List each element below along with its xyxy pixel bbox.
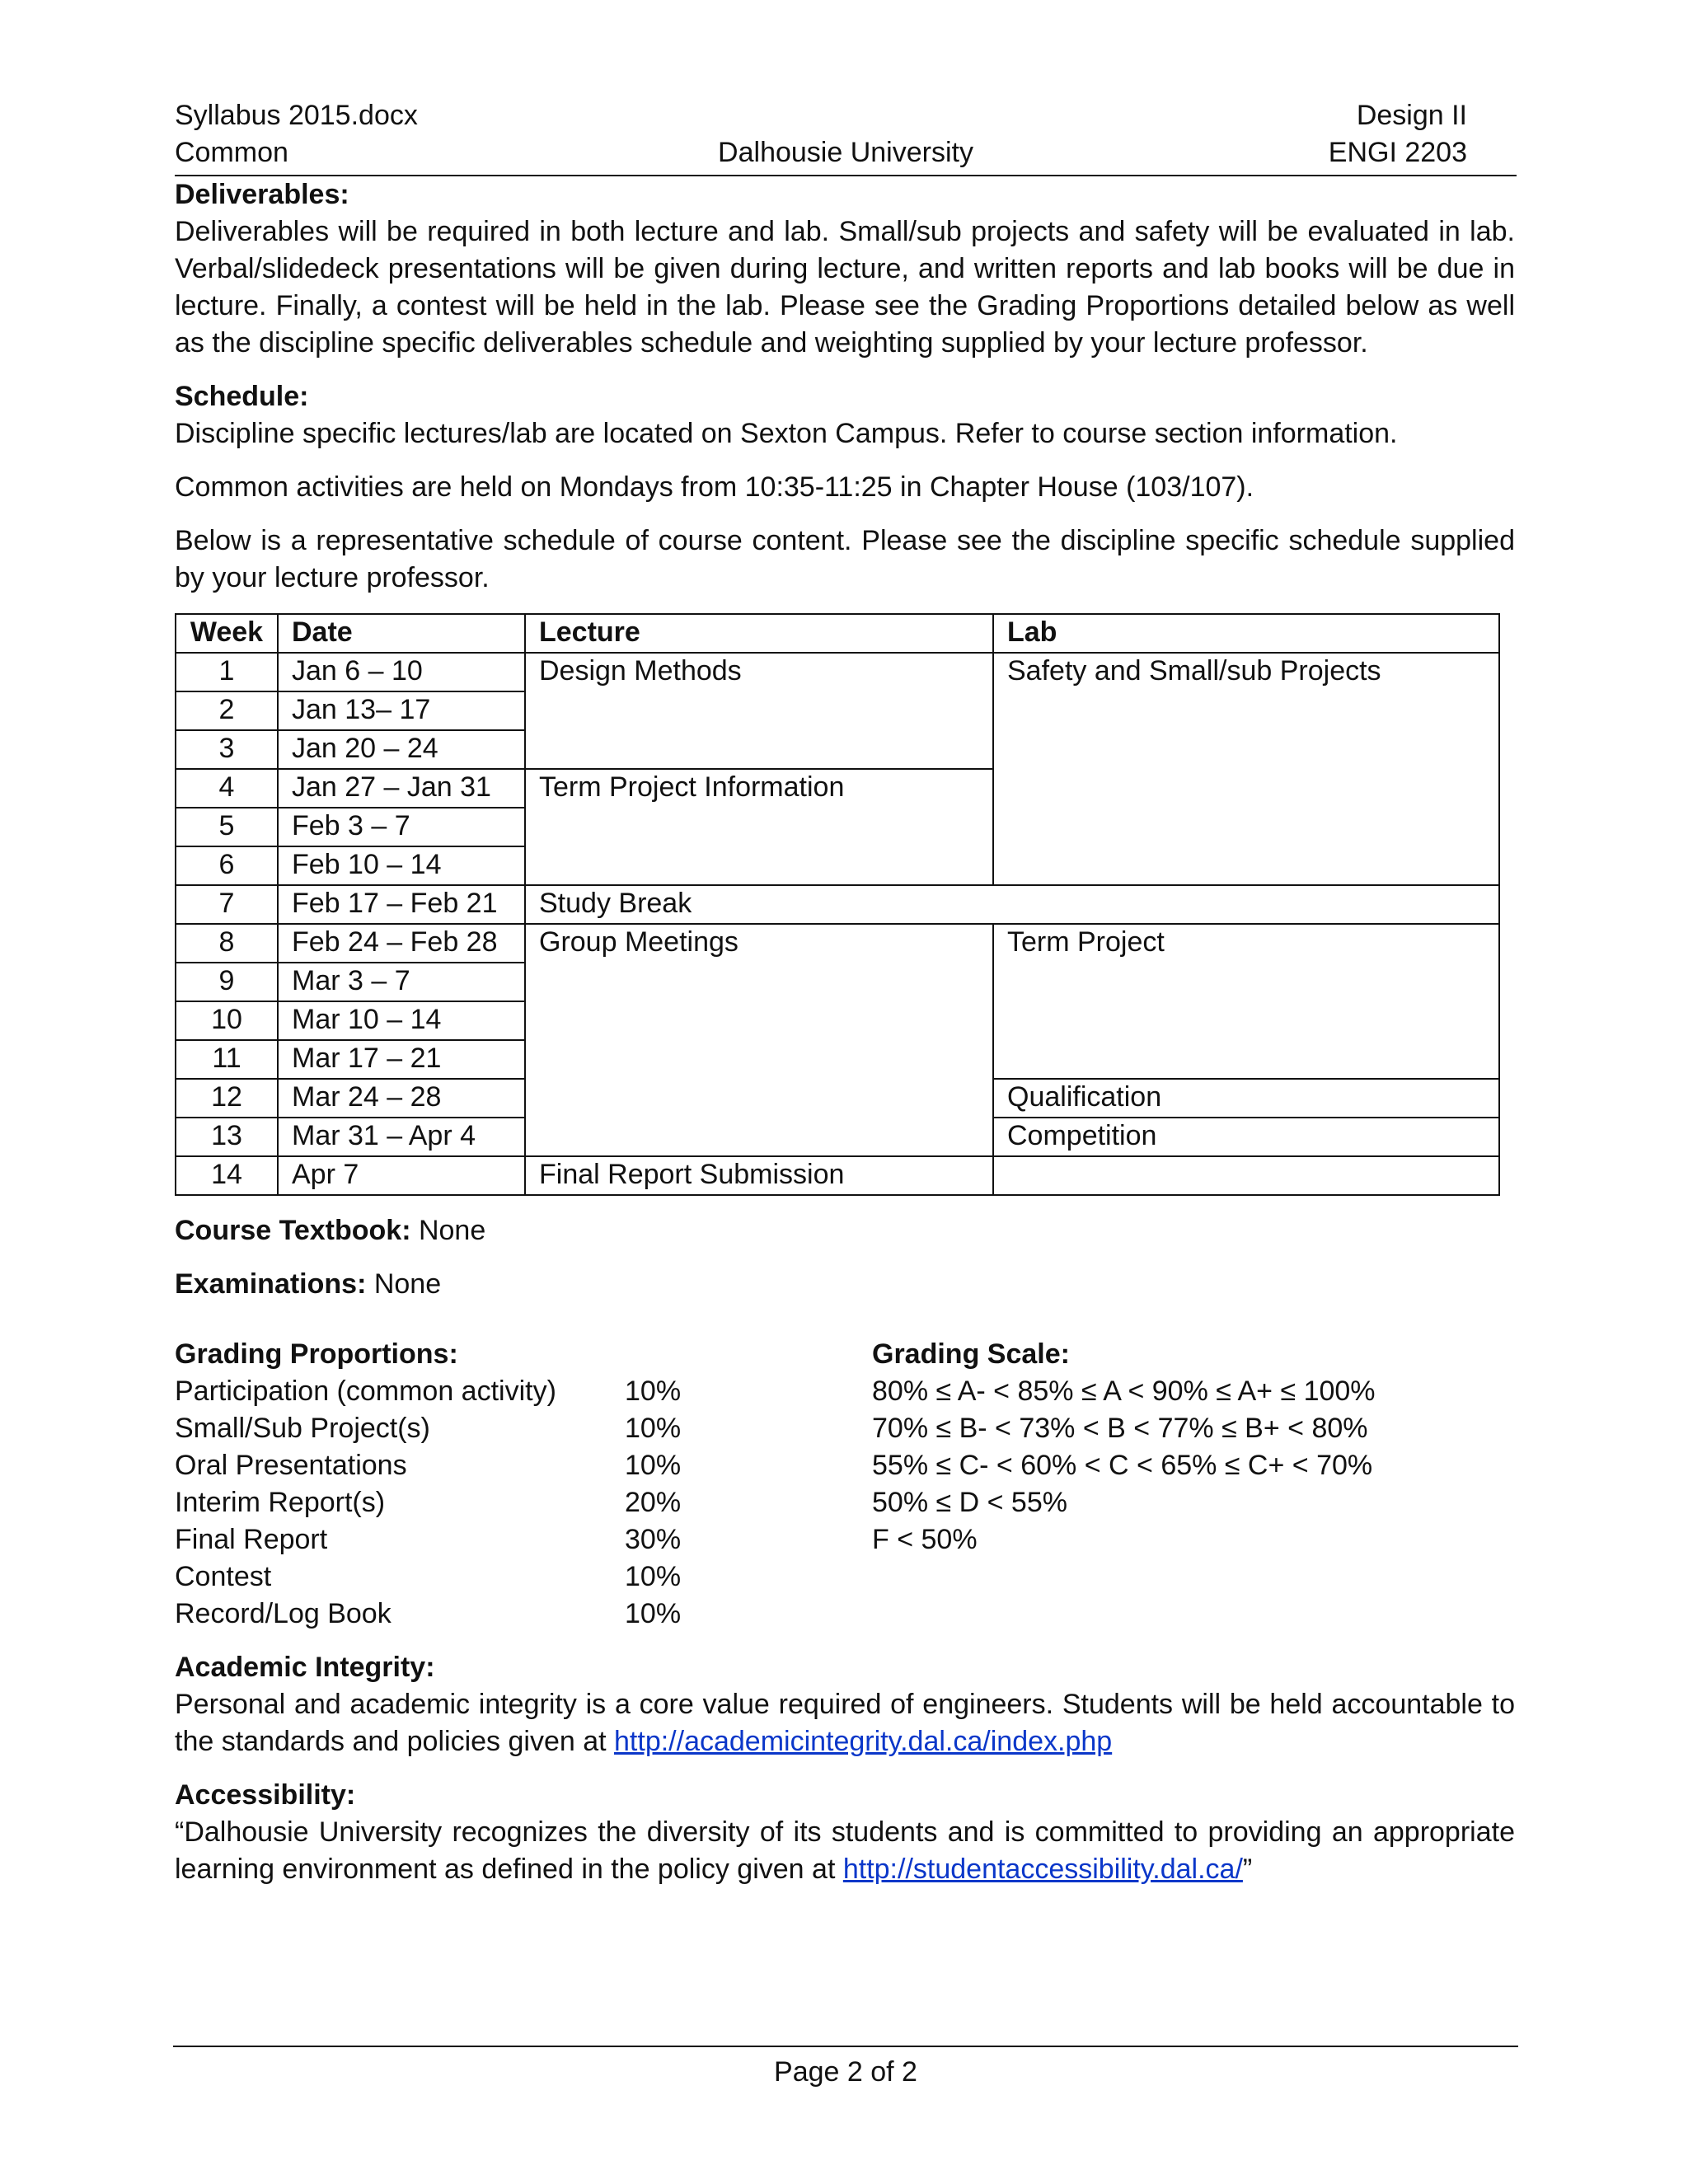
proportion-value: 10% xyxy=(625,1413,682,1444)
col-header-date: Date xyxy=(278,614,525,653)
list-item xyxy=(175,1521,872,1558)
lecture-cell: Term Project Information xyxy=(525,769,993,885)
col-header-lab: Lab xyxy=(993,614,1499,653)
page-header xyxy=(175,97,1517,176)
date-cell: Feb 24 – Feb 28 xyxy=(278,924,525,963)
table-row xyxy=(176,885,1499,924)
examinations-value: None xyxy=(366,1268,442,1300)
week-cell: 8 xyxy=(176,924,278,963)
table-header-row xyxy=(176,614,1499,653)
week-cell: 3 xyxy=(176,730,278,769)
week-cell: 2 xyxy=(176,691,278,730)
integrity-paragraph xyxy=(175,1686,1515,1760)
list-item xyxy=(175,1596,872,1633)
date-cell: Jan 27 – Jan 31 xyxy=(278,769,525,808)
proportion-label: Oral Presentations xyxy=(175,1450,407,1481)
list-item: 80% ≤ A- < 85% ≤ A < 90% ≤ A+ ≤ 100% xyxy=(872,1376,1376,1407)
proportion-label: Contest xyxy=(175,1561,272,1592)
date-cell: Apr 7 xyxy=(278,1156,525,1195)
list-item: F < 50% xyxy=(872,1524,978,1555)
schedule-heading: Schedule: xyxy=(175,381,309,412)
header-institution: Dalhousie University xyxy=(718,137,973,168)
col-header-week: Week xyxy=(176,614,278,653)
week-cell: 6 xyxy=(176,846,278,885)
table-row xyxy=(176,924,1499,963)
lecture-cell: Final Report Submission xyxy=(525,1156,993,1195)
grading-scale-heading: Grading Scale: xyxy=(872,1338,1070,1370)
date-cell: Mar 31 – Apr 4 xyxy=(278,1118,525,1156)
week-cell: 9 xyxy=(176,963,278,1001)
page-footer xyxy=(173,2046,1518,2091)
integrity-link[interactable]: http://academicintegrity.dal.ca/index.php xyxy=(614,1726,1113,1757)
lab-cell: Safety and Small/sub Projects xyxy=(993,653,1499,885)
list-item: 70% ≤ B- < 73% < B < 77% ≤ B+ < 80% xyxy=(872,1413,1368,1444)
proportion-label: Interim Report(s) xyxy=(175,1487,386,1518)
schedule-common-text: Common activities are held on Mondays from 10:35-11:25 in Chapter House (103/107). xyxy=(175,471,1254,503)
date-cell: Mar 17 – 21 xyxy=(278,1040,525,1079)
week-cell: 13 xyxy=(176,1118,278,1156)
accessibility-paragraph xyxy=(175,1814,1515,1888)
week-cell: 1 xyxy=(176,653,278,691)
date-cell: Mar 3 – 7 xyxy=(278,963,525,1001)
lab-cell: Qualification xyxy=(993,1079,1499,1118)
proportion-label: Final Report xyxy=(175,1524,328,1555)
grading-scale xyxy=(872,1336,1515,1633)
header-course-code: ENGI 2203 xyxy=(1328,137,1467,168)
proportion-value: 30% xyxy=(625,1524,682,1555)
textbook-value: None xyxy=(410,1215,486,1246)
accessibility-heading: Accessibility: xyxy=(175,1779,356,1811)
proportion-value: 10% xyxy=(625,1376,682,1407)
schedule-location-text: Discipline specific lectures/lab are located on Sexton Campus. Refer to course section information. xyxy=(175,418,1398,449)
list-item xyxy=(175,1447,872,1484)
page-body xyxy=(175,176,1515,1888)
proportion-value: 10% xyxy=(625,1598,682,1629)
col-header-lecture: Lecture xyxy=(525,614,993,653)
grading-section xyxy=(175,1336,1515,1633)
proportion-label: Record/Log Book xyxy=(175,1598,392,1629)
schedule-representative-text: Below is a representative schedule of course content. Please see the discipline specific schedule supplied by your lecture professor. xyxy=(175,525,1515,593)
lab-cell: Competition xyxy=(993,1118,1499,1156)
examinations-line xyxy=(175,1266,1515,1303)
proportion-value: 20% xyxy=(625,1487,682,1518)
proportion-value: 10% xyxy=(625,1561,682,1592)
date-cell: Feb 10 – 14 xyxy=(278,846,525,885)
table-row xyxy=(176,653,1499,691)
week-cell: 4 xyxy=(176,769,278,808)
deliverables-text: Deliverables will be required in both lecture and lab. Small/sub projects and safety will be evaluated in lab. Verbal/slidedeck presentations will be given during lecture, and written reports and lab books will be due in lecture. Finally, a contest will be held in the lab. Please see the Grading Proportions detailed below as well as the discipline specific deliverables schedule and weighting supplied by your lecture professor. xyxy=(175,216,1515,359)
list-item xyxy=(175,1484,872,1521)
date-cell: Jan 6 – 10 xyxy=(278,653,525,691)
grading-proportions xyxy=(175,1336,872,1633)
header-filename: Syllabus 2015.docx xyxy=(175,100,418,131)
list-item: 55% ≤ C- < 60% < C < 65% ≤ C+ < 70% xyxy=(872,1450,1373,1481)
lecture-cell: Study Break xyxy=(525,885,1499,924)
header-section: Common xyxy=(175,137,288,168)
lecture-cell: Group Meetings xyxy=(525,924,993,1156)
week-cell: 7 xyxy=(176,885,278,924)
list-item: 50% ≤ D < 55% xyxy=(872,1487,1067,1518)
week-cell: 5 xyxy=(176,808,278,846)
textbook-line xyxy=(175,1212,1515,1249)
proportion-value: 10% xyxy=(625,1450,682,1481)
list-item xyxy=(175,1558,872,1596)
lab-cell: Term Project xyxy=(993,924,1499,1079)
deliverables-heading: Deliverables: xyxy=(175,179,349,210)
list-item xyxy=(175,1373,872,1410)
accessibility-link[interactable]: http://studentaccessibility.dal.ca/ xyxy=(842,1854,1243,1885)
proportion-label: Participation (common activity) xyxy=(175,1376,556,1407)
date-cell: Jan 20 – 24 xyxy=(278,730,525,769)
date-cell: Jan 13– 17 xyxy=(278,691,525,730)
integrity-heading: Academic Integrity: xyxy=(175,1652,435,1683)
date-cell: Feb 17 – Feb 21 xyxy=(278,885,525,924)
table-row xyxy=(176,1156,1499,1195)
textbook-label: Course Textbook: xyxy=(175,1215,411,1246)
week-cell: 14 xyxy=(176,1156,278,1195)
page-number: Page 2 of 2 xyxy=(774,2056,917,2088)
list-item xyxy=(175,1410,872,1447)
examinations-label: Examinations: xyxy=(175,1268,367,1300)
week-cell: 12 xyxy=(176,1079,278,1118)
accessibility-close-quote: ” xyxy=(1242,1854,1253,1885)
week-cell: 10 xyxy=(176,1001,278,1040)
date-cell: Mar 24 – 28 xyxy=(278,1079,525,1118)
week-cell: 11 xyxy=(176,1040,278,1079)
schedule-table xyxy=(175,613,1500,1196)
lecture-cell: Design Methods xyxy=(525,653,993,769)
date-cell: Feb 3 – 7 xyxy=(278,808,525,846)
date-cell: Mar 10 – 14 xyxy=(278,1001,525,1040)
grading-proportions-heading: Grading Proportions: xyxy=(175,1338,458,1370)
accessibility-text: “Dalhousie University recognizes the diversity of its students and is committed to providing an appropriate learning environment as defined in the policy given at xyxy=(175,1816,1515,1885)
lab-cell-empty xyxy=(993,1156,1499,1195)
proportion-label: Small/Sub Project(s) xyxy=(175,1413,430,1444)
header-course-name: Design II xyxy=(1356,100,1467,131)
integrity-text: Personal and academic integrity is a core value required of engineers. Students will be held accountable to the standards and policies given at xyxy=(175,1689,1515,1757)
